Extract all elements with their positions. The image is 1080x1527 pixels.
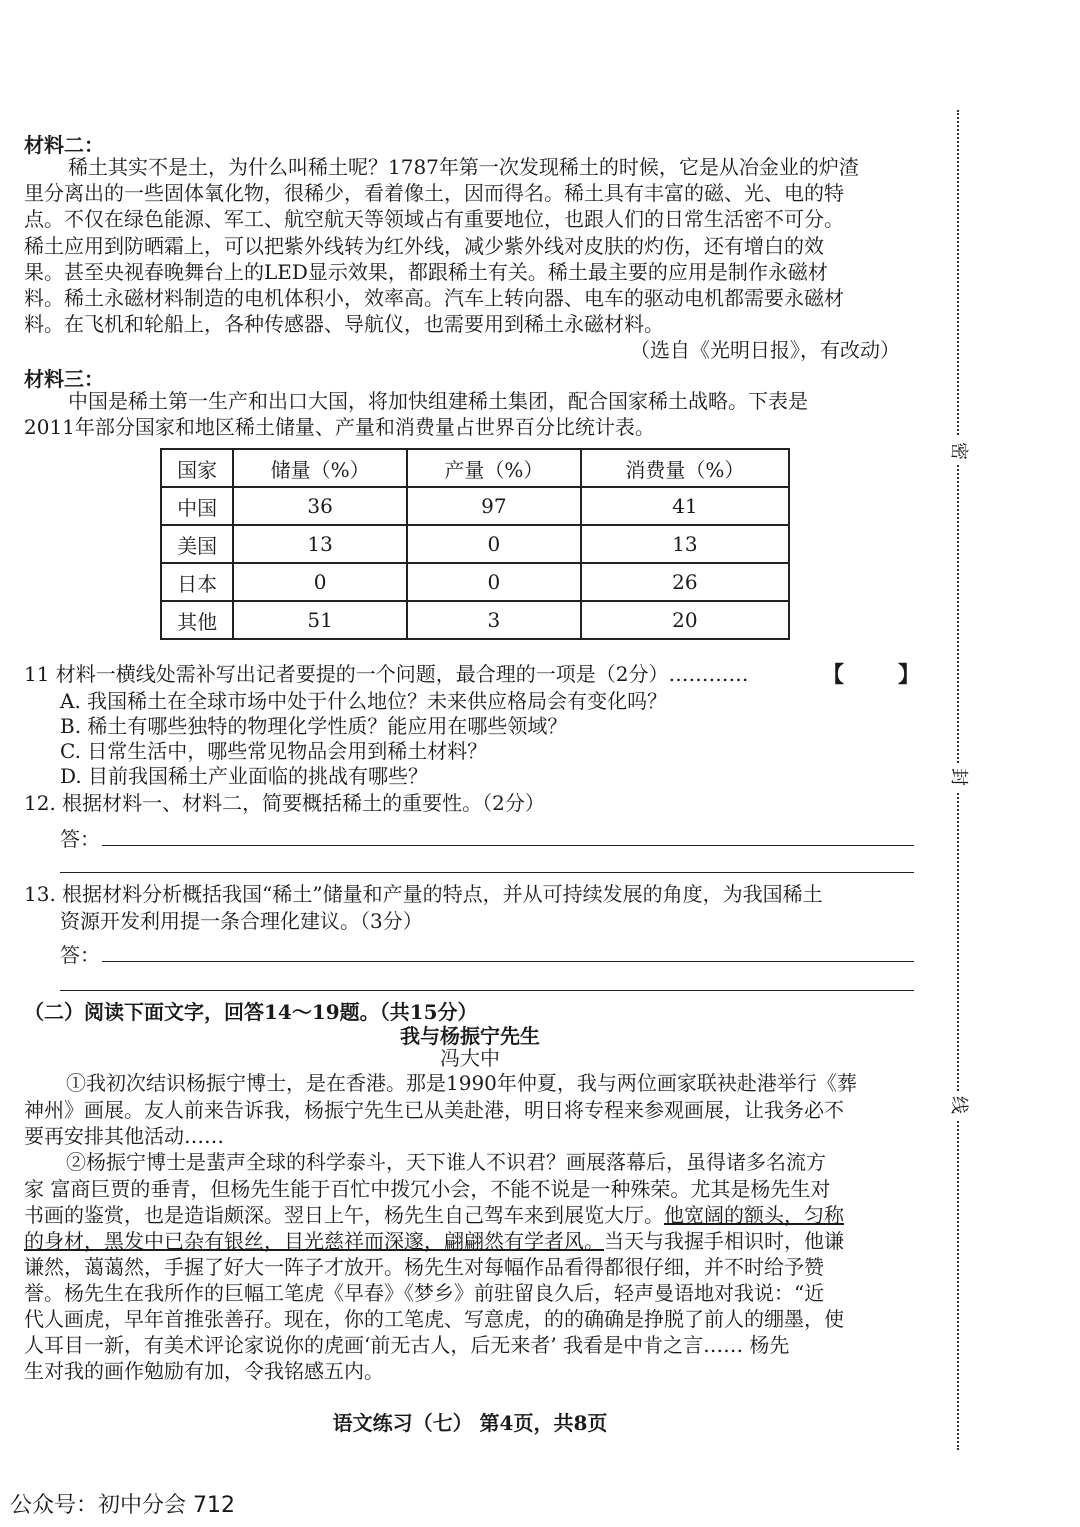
rare-earth-table (160, 448, 790, 640)
material2-line: 稀土应用到防晒霜上，可以把紫外线转为红外线，减少紫外线对皮肤的灼伤，还有增白的效 (24, 234, 824, 258)
q13-answer-line-2[interactable] (60, 990, 914, 991)
table-cell: 41 (581, 487, 789, 525)
table-row (161, 525, 789, 563)
q11-answer-bracket-left[interactable]: 【 (822, 662, 845, 688)
q11-option-a[interactable]: A. 我国稀土在全球市场中处于什么地位？未来供应格局会有变化吗？ (60, 689, 668, 713)
article-text: 书画的鉴赏，也是造诣颇深。翌日上午，杨先生自己驾车来到展览大厅。 (24, 1203, 664, 1227)
table-row (161, 601, 789, 639)
article-line: 生对我的画作勉励有加，令我铭感五内。 (24, 1359, 384, 1383)
seal-char-feng: 封 (943, 763, 973, 791)
table-row (161, 487, 789, 525)
table-header-cell: 储量（%） (233, 449, 407, 487)
q12-answer-line-2[interactable] (60, 872, 914, 873)
material3-line: 2011年部分国家和地区稀土储量、产量和消费量占世界百分比统计表。 (24, 415, 655, 439)
article-line: 人耳目一新，有美术评论家说你的虎画‘前无古人，后无来者’ 我看是中肯之言…… 杨先 (24, 1333, 790, 1357)
q11-option-b[interactable]: B. 稀土有哪些独特的物理化学性质？能应用在哪些领域？ (60, 714, 568, 738)
underlined-description: 的身材，黑发中已杂有银丝，目光慈祥而深邃，翩翩然有学者风。 (24, 1229, 604, 1253)
table-cell: 13 (581, 525, 789, 563)
table-cell: 0 (407, 563, 581, 601)
table-cell: 美国 (161, 525, 233, 563)
seal-char-mi: 密 (943, 437, 973, 465)
article-text: 当天与我握手相识时，他谦 (604, 1229, 844, 1253)
q11-stem: 11 材料一横线处需补写出记者要提的一个问题，最合理的一项是（2分）………… (24, 662, 749, 686)
article-line: ②杨振宁博士是蜚声全球的科学泰斗，天下谁人不识君？画展落幕后，虽得诸多名流方 (66, 1150, 826, 1174)
table-cell: 13 (233, 525, 407, 563)
page-footer: 语文练习（七） 第4页，共8页 (332, 1411, 608, 1435)
article-line-with-underline (24, 1228, 844, 1254)
table-cell: 20 (581, 601, 789, 639)
table-header-cell: 消费量（%） (581, 449, 789, 487)
material3-line: 中国是稀土第一生产和出口大国，将加快组建稀土集团，配合国家稀土战略。下表是 (68, 389, 808, 413)
q13-answer-line-1[interactable] (102, 961, 914, 962)
table-header-row (161, 449, 789, 487)
material2-source: （选自《光明日报》，有改动） (630, 338, 900, 362)
article-author: 冯大中 (440, 1046, 500, 1070)
q12-answer-label: 答： (60, 827, 100, 851)
q12-answer-line-1[interactable] (102, 845, 914, 846)
table-cell: 3 (407, 601, 581, 639)
article-line: 神州》画展。友人前来告诉我，杨振宁先生已从美赴港，明日将专程来参观画展，让我务必不 (24, 1098, 844, 1122)
article-line: ①我初次结识杨振宁博士，是在香港。那是1990年仲夏，我与两位画家联袂赴港举行《葬 (66, 1071, 857, 1095)
underlined-description: 他宽阔的额头，匀称 (664, 1203, 844, 1227)
table-cell: 中国 (161, 487, 233, 525)
q11-option-d[interactable]: D. 目前我国稀土产业面临的挑战有哪些？ (60, 764, 429, 788)
article-line: 要再安排其他活动…… (24, 1124, 224, 1148)
q12-stem: 12. 根据材料一、材料二，简要概括稀土的重要性。（2分） (24, 791, 545, 815)
table-header-cell: 产量（%） (407, 449, 581, 487)
article-line-with-underline (24, 1202, 844, 1228)
material2-heading: 材料二： (24, 133, 104, 157)
material2-line: 点。不仅在绿色能源、军工、航空航天等领域占有重要地位，也跟人们的日常生活密不可分。 (24, 207, 844, 231)
article-line: 谦然，蔼蔼然，手握了好大一阵子才放开。杨先生对每幅作品看得都很仔细，并不时给予赞 (24, 1255, 824, 1279)
table-cell: 97 (407, 487, 581, 525)
table-cell: 日本 (161, 563, 233, 601)
table-cell: 0 (233, 563, 407, 601)
article-line: 代人画虎，早年首推张善孖。现在，你的工笔虎、写意虎，的的确确是挣脱了前人的绷墨，使 (24, 1307, 844, 1331)
seal-char-xian: 线 (943, 1091, 973, 1119)
article-title: 我与杨振宁先生 (400, 1024, 540, 1048)
material2-line: 料。稀土永磁材料制造的电机体积小，效率高。汽车上转向器、电车的驱动电机都需要永磁材 (24, 286, 844, 310)
table-cell: 36 (233, 487, 407, 525)
table-cell: 51 (233, 601, 407, 639)
material2-line: 里分离出的一些固体氧化物，很稀少，看着像土，因而得名。稀土具有丰富的磁、光、电的特 (24, 181, 844, 205)
material2-line: 稀土其实不是土，为什么叫稀土呢？1787年第一次发现稀土的时候，它是从冶金业的炉渣 (68, 155, 859, 179)
material3-heading: 材料三： (24, 367, 104, 391)
table-cell: 其他 (161, 601, 233, 639)
q13-stem-line2: 资源开发利用提一条合理化建议。（3分） (60, 909, 423, 933)
table-row (161, 563, 789, 601)
q11-answer-bracket-right: 】 (898, 662, 921, 688)
article-line: 家 富商巨贾的垂青，但杨先生能于百忙中拨冗小会，不能不说是一种殊荣。尤其是杨先生对 (24, 1177, 831, 1201)
q13-answer-label: 答： (60, 943, 100, 967)
table-cell: 0 (407, 525, 581, 563)
q11-option-c[interactable]: C. 日常生活中，哪些常见物品会用到稀土材料？ (60, 739, 488, 763)
material2-line: 果。甚至央视春晚舞台上的LED显示效果，都跟稀土有关。稀土最主要的应用是制作永磁材 (24, 260, 828, 284)
table-header-cell: 国家 (161, 449, 233, 487)
table-cell: 26 (581, 563, 789, 601)
wechat-watermark: 公众号：初中分会 712 (10, 1493, 235, 1518)
section2-heading: （二）阅读下面文字，回答14～19题。（共15分） (24, 1000, 478, 1024)
material2-line: 料。在飞机和轮船上，各种传感器、导航仪，也需要用到稀土永磁材料。 (24, 312, 664, 336)
q13-stem-line1: 13. 根据材料分析概括我国“稀土”储量和产量的特点，并从可持续发展的角度，为我国稀土 (24, 882, 823, 906)
article-line: 誉。杨先生在我所作的巨幅工笔虎《早春》《梦乡》前驻留良久后，轻声曼语地对我说：“近 (24, 1281, 825, 1305)
